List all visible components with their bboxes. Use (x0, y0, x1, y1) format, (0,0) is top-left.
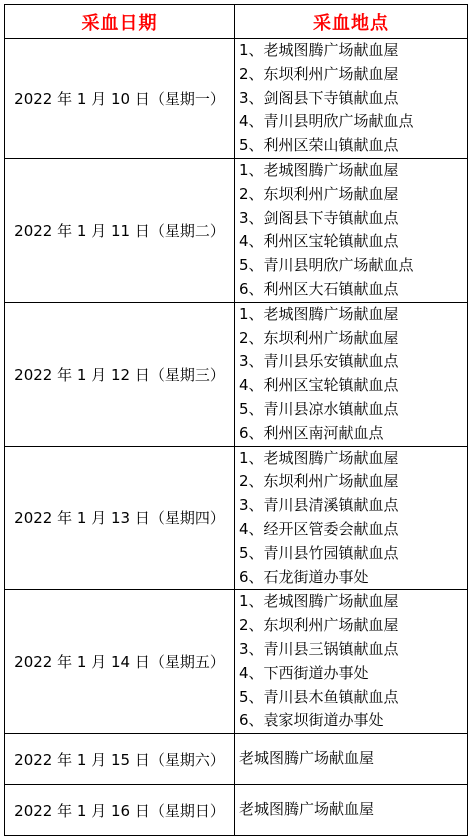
location-item: 1、老城图腾广场献血屋 (239, 41, 399, 59)
table-row (5, 590, 468, 734)
location-item: 老城图腾广场献血屋 (239, 749, 375, 768)
header-row (5, 5, 468, 39)
location-item: 4、经开区管委会献血点 (239, 519, 399, 538)
location-item: 4、下西街道办事处 (239, 663, 369, 682)
location-cell (235, 590, 468, 734)
location-cell (235, 158, 468, 302)
table-row (5, 158, 468, 302)
location-item: 1、老城图腾广场献血屋 (239, 160, 399, 179)
location-item: 4、利州区宝轮镇献血点 (239, 232, 399, 251)
blood-donation-schedule-table (4, 4, 468, 836)
table-row (5, 446, 468, 590)
location-item: 2、东坝利州广场献血屋 (239, 328, 399, 347)
location-item: 1、老城图腾广场献血屋 (239, 592, 399, 611)
date-cell: 2022 年 1 月 14 日（星期五） (5, 590, 235, 734)
date-cell: 2022 年 1 月 16 日（星期日） (5, 785, 235, 836)
location-item: 2、东坝利州广场献血屋 (239, 184, 399, 203)
location-item: 5、青川县竹园镇献血点 (239, 543, 399, 562)
location-cell (235, 446, 468, 590)
location-item: 1、老城图腾广场献血屋 (239, 304, 399, 323)
location-cell (235, 39, 468, 159)
date-cell: 2022 年 1 月 11 日（星期二） (5, 158, 235, 302)
location-item: 2、东坝利州广场献血屋 (239, 64, 399, 83)
date-cell: 2022 年 1 月 12 日（星期三） (5, 302, 235, 446)
date-cell: 2022 年 1 月 15 日（星期六） (5, 734, 235, 785)
location-item: 5、青川县明欣广场献血点 (239, 256, 414, 275)
location-item: 老城图腾广场献血屋 (239, 800, 375, 819)
location-column-header: 采血地点 (235, 5, 468, 39)
date-cell: 2022 年 1 月 13 日（星期四） (5, 446, 235, 590)
location-cell (235, 785, 468, 836)
location-item: 2、东坝利州广场献血屋 (239, 472, 399, 491)
location-item: 3、青川县三锅镇献血点 (239, 639, 399, 658)
location-item: 1、老城图腾广场献血屋 (239, 448, 399, 467)
date-cell: 2022 年 1 月 10 日（星期一） (5, 39, 235, 159)
location-item: 3、剑阁县下寺镇献血点 (239, 208, 399, 227)
location-cell (235, 734, 468, 785)
location-item: 6、石龙街道办事处 (239, 567, 369, 586)
table-row (5, 302, 468, 446)
table-row (5, 734, 468, 785)
date-column-header: 采血日期 (5, 5, 235, 39)
location-item: 6、袁家坝街道办事处 (239, 711, 384, 730)
location-item: 2、东坝利州广场献血屋 (239, 616, 399, 635)
location-item: 6、利州区大石镇献血点 (239, 279, 399, 298)
location-item: 6、利州区南河献血点 (239, 423, 384, 442)
location-cell (235, 302, 468, 446)
table-row (5, 39, 468, 159)
location-item: 4、利州区宝轮镇献血点 (239, 376, 399, 395)
location-item: 4、青川县明欣广场献血点 (239, 112, 414, 131)
table-row (5, 785, 468, 836)
location-item: 5、青川县木鱼镇献血点 (239, 687, 399, 706)
location-item: 3、青川县乐安镇献血点 (239, 352, 399, 371)
location-item: 5、利州区荣山镇献血点 (239, 136, 399, 155)
location-item: 3、剑阁县下寺镇献血点 (239, 88, 399, 107)
location-item: 3、青川县清溪镇献血点 (239, 496, 399, 515)
location-item: 5、青川县凉水镇献血点 (239, 399, 399, 418)
